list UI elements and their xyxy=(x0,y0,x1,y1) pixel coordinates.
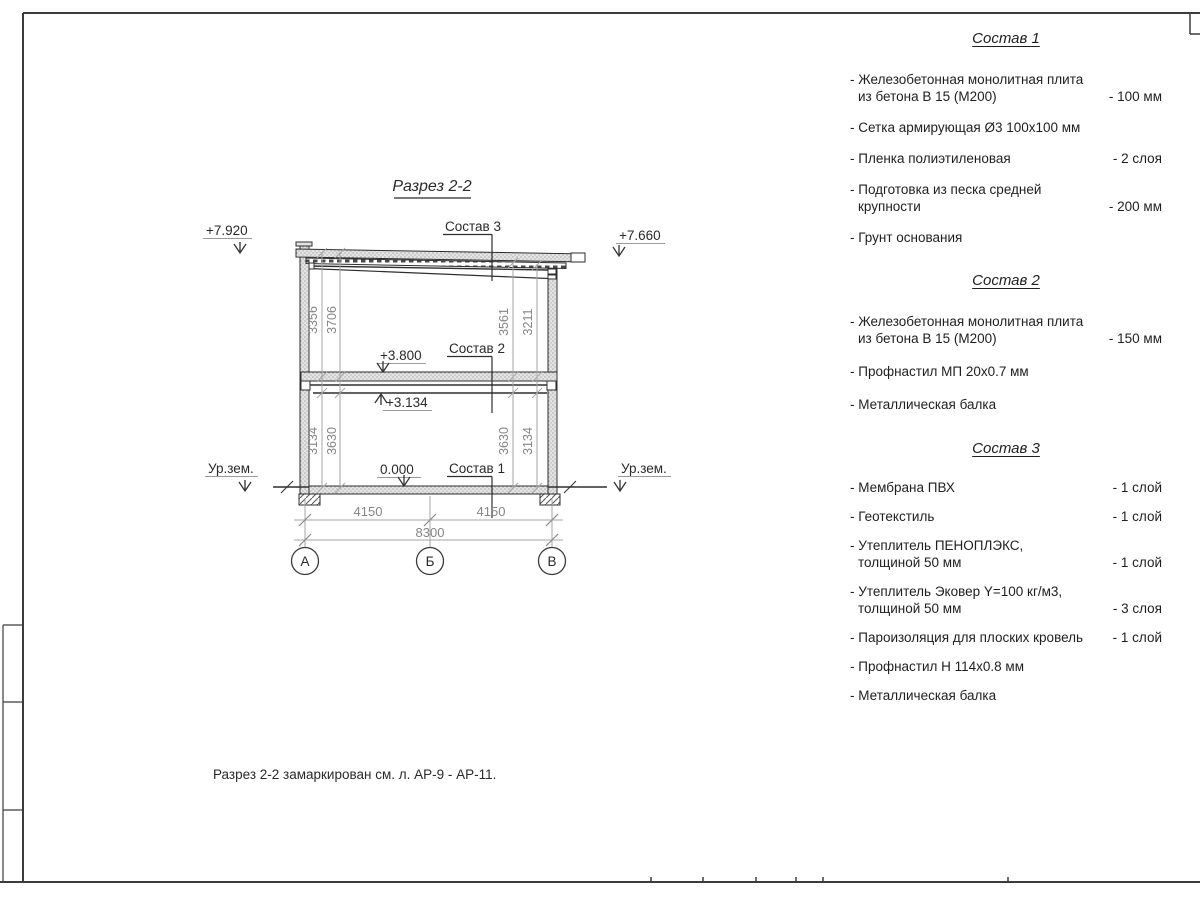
dim-3356: 3356 xyxy=(306,306,320,334)
item-text xyxy=(850,119,1080,136)
elevation-roof-right: +7.660 xyxy=(619,228,661,243)
vertical-dim-ticks xyxy=(317,248,542,493)
item-line: - Утеплитель ПЕНОПЛЭКС, xyxy=(850,538,1024,553)
elevation-beam-bottom: +3.134 xyxy=(386,395,428,410)
ground-level-left: Ур.зем. xyxy=(208,461,254,476)
label-sostav-3: Состав 3 xyxy=(445,219,501,234)
item-line: - Грунт основания xyxy=(850,230,963,245)
label-sostav-1: Состав 1 xyxy=(449,461,505,476)
floor-assembly xyxy=(301,372,557,393)
item-line: - Пленка полиэтиленовая xyxy=(850,151,1011,166)
item-text xyxy=(850,396,996,413)
dim-3561: 3561 xyxy=(497,308,511,336)
list-item xyxy=(850,537,1162,571)
item-line: крупности xyxy=(858,199,921,214)
dim-3134-left: 3134 xyxy=(306,427,320,455)
roof-seat-right-2 xyxy=(548,275,556,279)
item-value: - 1 слой xyxy=(1112,555,1162,570)
dim-3706: 3706 xyxy=(325,306,339,334)
composition-panel-1 xyxy=(850,30,1162,260)
item-text xyxy=(850,583,1062,617)
item-line: - Пароизоляция для плоских кровель xyxy=(850,630,1084,645)
label-sostav-2: Состав 2 xyxy=(449,341,505,356)
list-item xyxy=(850,479,1162,496)
item-text xyxy=(850,229,962,246)
sheet-margin-boxes xyxy=(3,625,23,882)
list-item xyxy=(850,658,1162,675)
item-line: - Железобетонная монолитная плита xyxy=(850,314,1084,329)
list-item xyxy=(850,363,1162,380)
axis-letter-a: А xyxy=(300,554,310,569)
item-text xyxy=(850,687,996,704)
ground-level-right: Ур.зем. xyxy=(621,461,667,476)
dim-total: 8300 xyxy=(415,525,445,540)
section-walls xyxy=(296,242,557,497)
item-text xyxy=(850,313,1083,347)
foundation-right xyxy=(540,494,560,505)
list-item xyxy=(850,313,1162,347)
item-value: - 1 слой xyxy=(1112,480,1162,495)
item-value: - 3 слоя xyxy=(1112,601,1162,616)
item-line: из бетона В 15 (М200) xyxy=(858,331,997,346)
item-value: - 150 мм xyxy=(1108,331,1162,346)
item-text xyxy=(850,537,1023,571)
list-item xyxy=(850,396,1162,413)
composition-3-title xyxy=(850,440,1162,457)
dim-span-right: 4150 xyxy=(476,504,506,519)
ground-arrow-left xyxy=(239,480,251,491)
floor-seat-left xyxy=(301,381,310,390)
item-value: - 1 слой xyxy=(1112,630,1162,645)
dim-span-left: 4150 xyxy=(353,504,383,519)
list-item xyxy=(850,181,1162,215)
item-text xyxy=(850,508,934,525)
floor-seat-right xyxy=(547,381,556,390)
item-value: - 2 слоя xyxy=(1112,151,1162,166)
ground-arrow-right xyxy=(614,480,626,491)
item-line: - Профнастил МП 20х0.7 мм xyxy=(850,364,1029,379)
list-item xyxy=(850,687,1162,704)
elevation-floor-top: +3.800 xyxy=(380,348,422,363)
item-line: толщиной 50 мм xyxy=(858,555,962,570)
item-line: - Железобетонная монолитная плита xyxy=(850,72,1084,87)
item-text xyxy=(850,71,1083,105)
item-line: - Сетка армирующая Ø3 100х100 мм xyxy=(850,120,1081,135)
item-value: - 100 мм xyxy=(1108,89,1162,104)
roof-seat-right-1 xyxy=(548,269,556,274)
elevation-zero: 0.000 xyxy=(380,462,414,477)
item-line: - Утеплитель Эковер Y=100 кг/м3, xyxy=(850,584,1063,599)
list-item xyxy=(850,508,1162,525)
item-value: - 1 слой xyxy=(1112,509,1162,524)
sheet-note: Разрез 2-2 замаркирован см. л. АР-9 - АР-11. xyxy=(213,767,497,782)
level-arrow-roof-right xyxy=(613,245,625,256)
item-line: - Металлическая балка xyxy=(850,397,997,412)
elevation-roof-left: +7.920 xyxy=(206,223,248,238)
item-text xyxy=(850,363,1029,380)
sheet-corner-box xyxy=(1190,13,1200,34)
item-line: из бетона В 15 (М200) xyxy=(858,89,997,104)
composition-panel-2 xyxy=(850,272,1162,429)
roof-edge-cap xyxy=(571,253,585,262)
item-line: - Мембрана ПВХ xyxy=(850,480,955,495)
item-text xyxy=(850,629,1083,646)
list-item xyxy=(850,119,1162,136)
vertical-dimensions xyxy=(317,248,542,493)
roof-seat-left xyxy=(309,263,314,269)
item-text xyxy=(850,150,1011,167)
item-line: - Подготовка из песка средней xyxy=(850,182,1042,197)
drawing-title: Разрез 2-2 xyxy=(392,178,472,195)
item-line: - Металлическая балка xyxy=(850,688,997,703)
ground-slab xyxy=(309,486,548,494)
item-text xyxy=(850,181,1041,215)
level-arrow-roof-left xyxy=(234,242,246,253)
item-text xyxy=(850,658,1024,675)
composition-3-title-text: Состав 3 xyxy=(972,440,1040,457)
dim-3630-left: 3630 xyxy=(325,427,339,455)
item-line: - Профнастил Н 114х0.8 мм xyxy=(850,659,1024,674)
foundation-left xyxy=(299,494,320,505)
item-text xyxy=(850,479,955,496)
list-item xyxy=(850,629,1162,646)
composition-1-title xyxy=(850,30,1162,47)
list-item xyxy=(850,229,1162,246)
composition-2-title xyxy=(850,272,1162,289)
axis-letter-b: Б xyxy=(425,554,435,569)
axis-letter-v: В xyxy=(547,554,557,569)
composition-panel-3 xyxy=(850,440,1162,716)
list-item xyxy=(850,150,1162,167)
list-item xyxy=(850,583,1162,617)
item-line: - Геотекстиль xyxy=(850,509,935,524)
dim-3211: 3211 xyxy=(521,308,535,336)
item-value: - 200 мм xyxy=(1108,199,1162,214)
dim-3134-right: 3134 xyxy=(521,427,535,455)
left-wall-cap xyxy=(296,242,312,246)
dim-3630-right: 3630 xyxy=(497,427,511,455)
floor-slab xyxy=(301,372,557,381)
composition-2-title-text: Состав 2 xyxy=(972,272,1040,289)
composition-1-title-text: Состав 1 xyxy=(972,30,1040,47)
list-item xyxy=(850,71,1162,105)
item-line: толщиной 50 мм xyxy=(858,601,962,616)
